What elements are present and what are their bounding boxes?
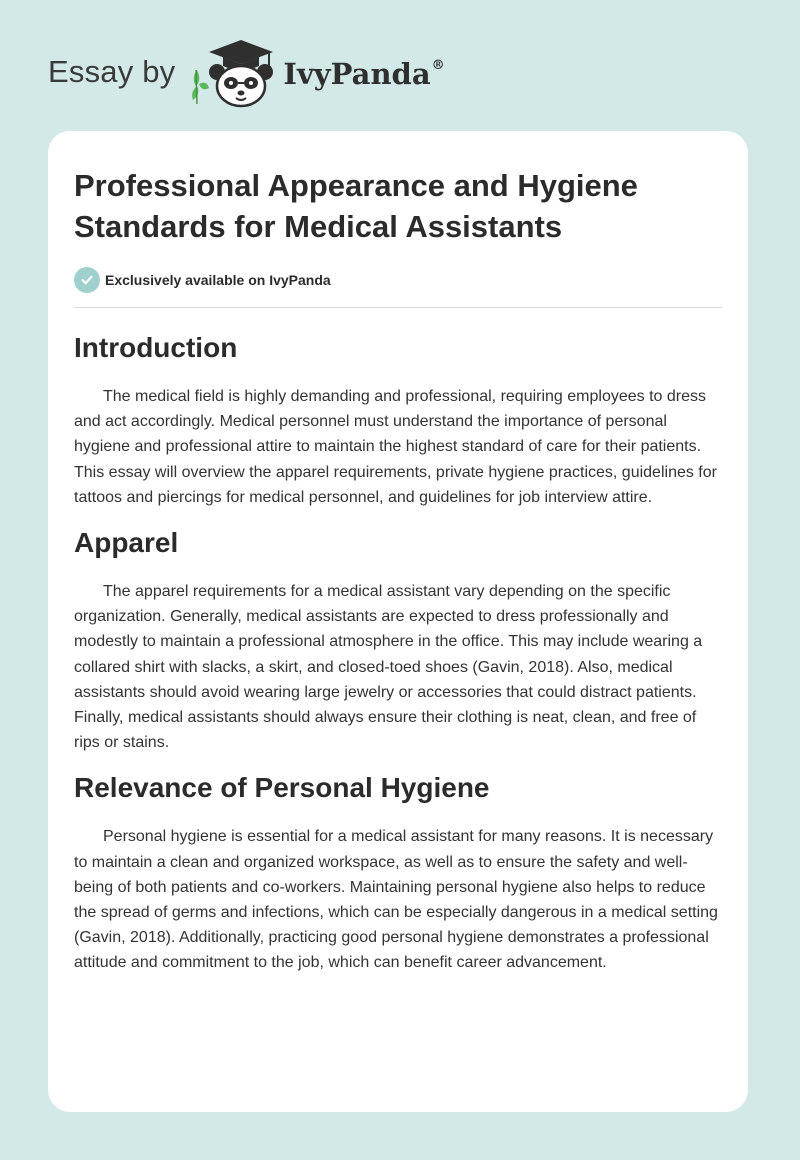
essay-card	[48, 131, 748, 1112]
section-heading-introduction: Introduction	[74, 332, 238, 363]
check-circle-icon	[74, 267, 100, 293]
registered-mark: ®	[431, 58, 445, 74]
title-divider	[74, 307, 722, 308]
section-body-apparel: The apparel requirements for a medical assistant vary depending on the specific organization. Generally, medical assistants are expected to dress professionally and modestly to maintain a professional atmosphere in the office. This may include wearing a collared shirt with slacks, a skirt, and closed-toed shoes (Gavin, 2018). Also, medical assistants should avoid wearing large jewelry or accessories that could distract patients. Finally, medical assistants should always ensure their clothing is neat, clean, and free of rips or stains.	[74, 583, 703, 752]
section-heading-apparel: Apparel	[74, 527, 179, 559]
badge-label: Exclusively available on IvyPanda	[105, 272, 331, 288]
ivy-leaf-icon	[192, 70, 209, 104]
essay-by-label: Essay by	[48, 54, 176, 89]
section-body-personal-hygiene: Personal hygiene is essential for a medical assistant for many reasons. It is necessary to maintain a clean and organized workspace, as well as to ensure the safety and well-being of both patients and co-workers. Maintaining personal hygiene also helps to reduce the spread of germs and infections, which can be especially dangerous in a medical setting (Gavin, 2018). Additionally, practicing good personal hygiene demonstrates a professional attitude and commitment to the job, which can benefit career advancement.	[74, 828, 718, 972]
exclusive-badge	[74, 267, 722, 293]
section-heading-personal-hygiene: Relevance of Personal Hygiene	[74, 772, 490, 804]
site-header	[48, 36, 445, 108]
section-body-introduction: The medical field is highly demanding and professional, requiring employees to dress and act accordingly. Medical personnel must understand the importance of personal hygiene and professional attire to maintain the highest standard of care for their patients. This essay will overview the apparel requirements, private hygiene practices, guidelines for tattoos and piercings for medical personnel, and guidelines for job interview attire.	[74, 388, 717, 506]
essay-title: Professional Appearance and Hygiene Standards for Medical Assistants	[74, 168, 638, 244]
panda-graduate-logo-icon[interactable]	[187, 36, 279, 108]
brand-text: IvyPanda	[283, 57, 431, 91]
brand-name[interactable]	[283, 57, 444, 91]
